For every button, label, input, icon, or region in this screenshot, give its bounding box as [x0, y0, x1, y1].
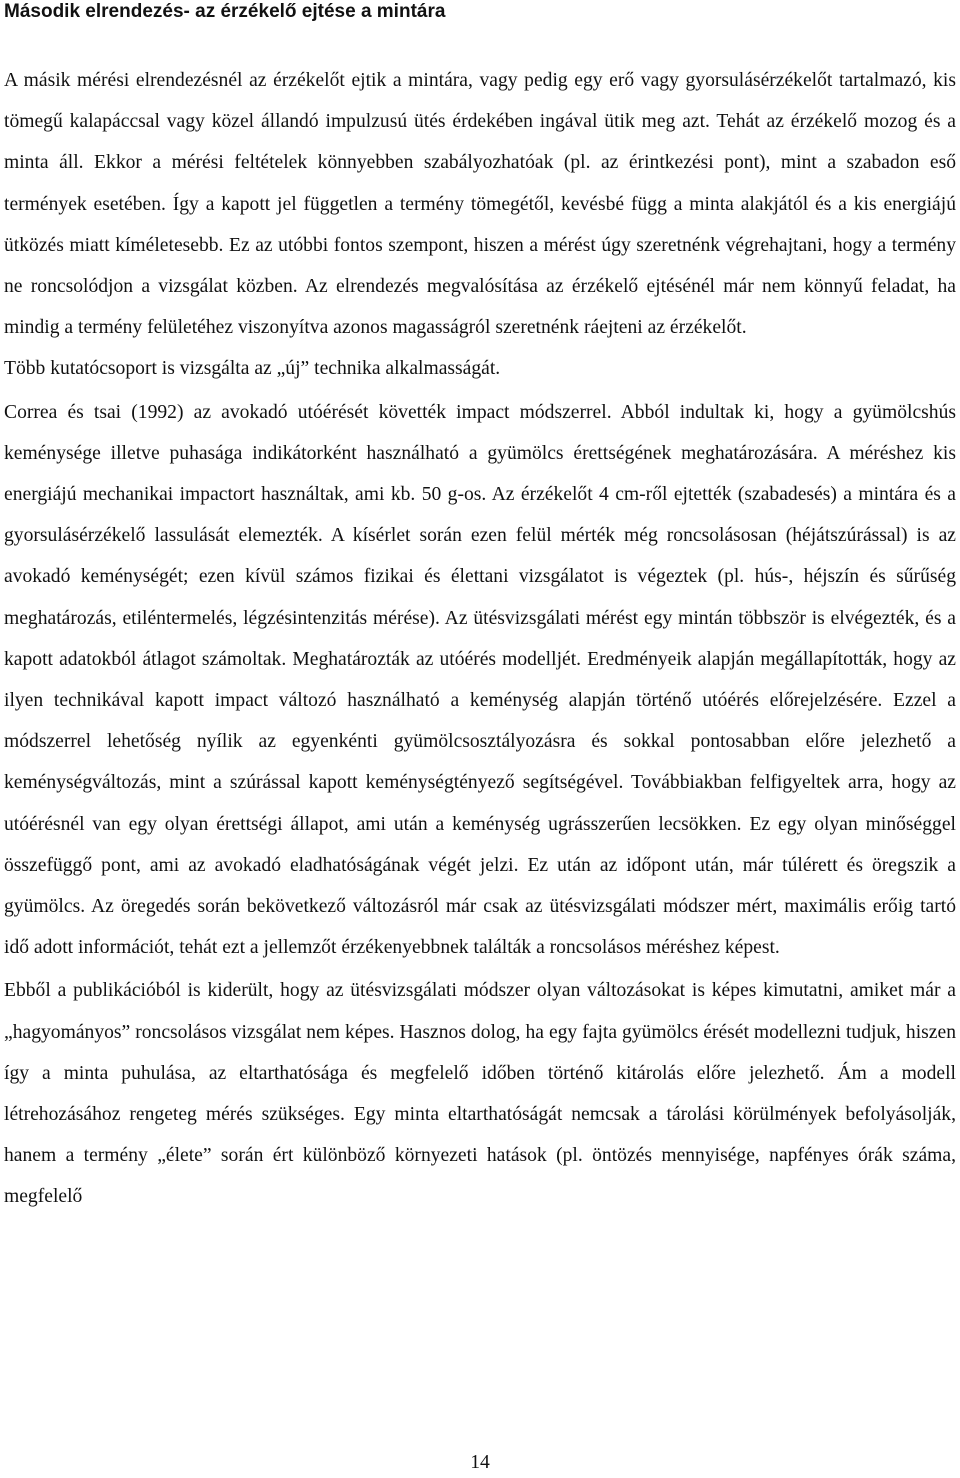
paragraph-research-groups: Több kutatócsoport is vizsgálta az „új” technika alkalmasságát. [4, 358, 501, 380]
paragraph-measurement-setup: A másik mérési elrendezésnél az érzékelőt ejtik a mintára, vagy pedig egy erő vagy gyorsulásérzékelőt tartalmazó, kis tömegű kalapáccsal vagy közel állandó impulzusú ütés érdekében ingával ütik meg azt. Tehát az érzékelő mozog és a minta áll. Ekkor a mérési feltételek könnyebben szabályozhatóak (pl. az érintkezési pont), mint a szabadon eső termények esetében. Így a kapott jel független a termény tömegétől, kevésbé függ a minta alakjától és a kis energiájú ütközés miatt kíméletesebb. Ez az utóbbi fontos szempont, hiszen a mérést úgy szeretnénk végrehajtani, hogy a termény ne roncsolódjon a vizsgálat közben. Az elrendezés megvalósítása az érzékelő ejtésénél már nem könnyű feladat, ha mindig a termény felületéhez viszonyítva azonos magasságról szeretnénk ráejteni az érzékelőt. [4, 70, 956, 339]
paragraph-correa-study: Correa és tsai (1992) az avokadó utóérését követték impact módszerrel. Abból indultak ki, hogy a gyümölcshús keménysége illetve puhasága indikátorként használható a gyümölcs érettségének meghatározására. A méréshez kis energiájú mechanikai impactort használtak, ami kb. 50 g-os. Az érzékelőt 4 cm-ről ejtették (szabadesés) a mintára és a gyorsulásérzékelő lassulását elemezték. A kísérlet során ezen felül mérték még roncsolásosan (héjátszúrással) is az avokadó keménységét; ezen kívül számos fizikai és élettani vizsgálatot is végeztek (pl. hús-, héjszín és sűrűség meghatározás, etiléntermelés, légzésintenzitás mérése). Az ütésvizsgálati mérést egy mintán többször is elvégezték, és a kapott adatokból átlagot számoltak. Meghatározták az utóérés modelljét. Eredményeik alapján megállapították, hogy az ilyen technikával kapott impact változó használható a keménység alapján történő utóérés előrejelzésére. Ezzel a módszerrel lehetőség nyílik az egyenkénti gyümölcsosztályozásra és sokkal pontosabban előre jelezhető a keménységváltozás, mint a szúrással kapott keménységtényező segítségével. Továbbiakban felfigyeltek arra, hogy az utóérésnél van egy olyan érettségi állapot, ami után a keménység ugrásszerűen lecsökken. Ez egy olyan minőséggel összefüggő pont, ami az avokadó eladhatóságának végét jelzi. Ez után az időpont után, már túlérett és öregszik a gyümölcs. Az öregedés során bekövetkező változásról már csak az ütésvizsgálati módszer mért, maximális erőig tartó idő adott információt, tehát ezt a jellemzőt érzékenyebbnek találták a roncsolásos méréshez képest. [4, 401, 956, 959]
section-heading: Második elrendezés- az érzékelő ejtése a mintára [4, 1, 446, 22]
page-number: 14 [470, 1452, 490, 1473]
paragraph-publication-conclusion: Ebből a publikációból is kiderült, hogy az ütésvizsgálati módszer olyan változásokat is képes kimutatni, amiket már a „hagyományos” roncsolásos vizsgálat nem képes. Hasznos dolog, ha egy fajta gyümölcs érését modellezni tudjuk, hiszen így a minta puhulása, az eltarthatósága és megfelelő időben történő kitárolás előre jelezhető. Ám a modell létrehozásához rengeteg mérés szükséges. Egy minta eltarthatóságát nemcsak a tárolási körülmények befolyásolják, hanem a termény „élete” során ért különböző környezeti hatások (pl. öntözés mennyisége, napfényes órák száma, megfelelő [4, 980, 956, 1208]
